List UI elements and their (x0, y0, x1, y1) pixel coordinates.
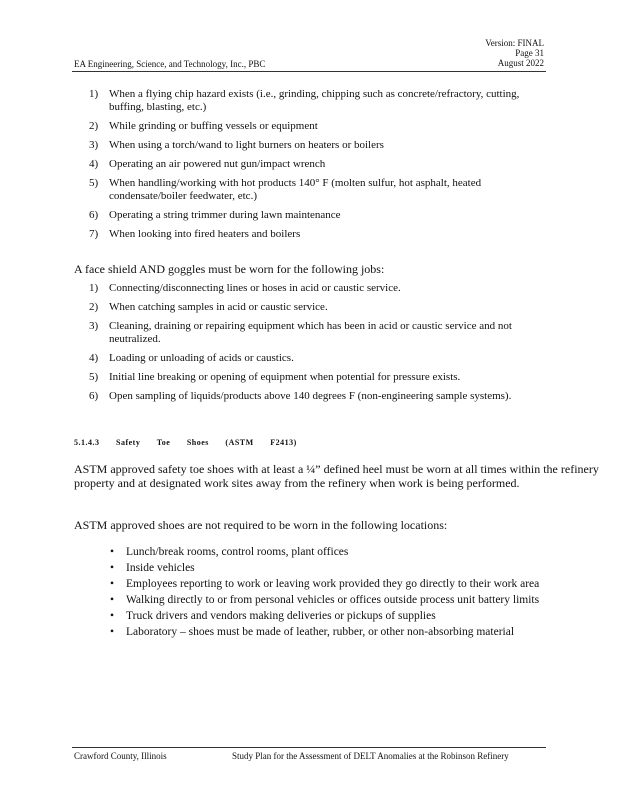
safety-shoe-paragraph: ASTM approved safety toe shoes with at least a ¼” defined heel must be worn at all times within the refinery property and at designated work sites away from the refinery when work is being performed. (74, 462, 599, 490)
exemption-list (0, 546, 596, 642)
list-item-text: Employees reporting to work or leaving work provided they go directly to their work area (126, 578, 540, 590)
footer-document-title: Study Plan for the Assessment of DELT Anomalies at the Robinson Refinery (232, 751, 509, 761)
list-item (0, 626, 596, 639)
header-date: August 2022 (497, 58, 544, 68)
list-item-number: 7) (89, 228, 99, 240)
bullet-icon: • (110, 562, 115, 574)
list-item-text: When looking into fired heaters and boilers (109, 228, 301, 240)
list-item (0, 228, 549, 241)
list-item-text: Inside vehicles (126, 562, 195, 574)
list-item-number: 6) (89, 390, 99, 402)
list-item-text: Cleaning, draining or repairing equipment which has been in acid or caustic service and not neutralized. (109, 320, 512, 345)
face-shield-list (0, 282, 549, 409)
list-item-number: 6) (89, 209, 99, 221)
list-item (0, 158, 549, 171)
list-item-text: Truck drivers and vendors making deliveries or pickups of supplies (126, 610, 436, 622)
header-company: EA Engineering, Science, and Technology, Inc., PBC (74, 59, 266, 69)
list-item (0, 301, 549, 314)
list-item-text: While grinding or buffing vessels or equipment (109, 120, 318, 132)
section-number: 5.1.4.3 (74, 438, 100, 447)
section-title-word: Safety (116, 438, 141, 447)
list-item-text: When handling/working with hot products 140° F (molten sulfur, hot asphalt, heated condensate/boiler feedwater, etc.) (109, 177, 482, 202)
list-item (0, 139, 549, 152)
header-version-block (485, 38, 544, 68)
exemption-paragraph: ASTM approved shoes are not required to be worn in the following locations: (74, 518, 448, 532)
list-item-number: 4) (89, 158, 99, 170)
header-page-number: Page 31 (515, 48, 544, 58)
list-item-text: Operating an air powered nut gun/impact wrench (109, 158, 326, 170)
flying-hazard-list (0, 88, 549, 247)
bullet-icon: • (110, 626, 115, 638)
list-item-text: When a flying chip hazard exists (i.e., grinding, chipping such as concrete/refractory, cutting, buffing, blasting, etc.) (109, 88, 520, 113)
list-item-number: 3) (89, 320, 99, 332)
list-item (0, 320, 549, 346)
list-item (0, 578, 596, 591)
bullet-icon: • (110, 610, 115, 622)
header-rule (72, 71, 546, 72)
list-item-number: 4) (89, 352, 99, 364)
list-item-text: Walking directly to or from personal vehicles or offices outside process unit battery limits (126, 594, 540, 606)
bullet-icon: • (110, 578, 115, 590)
list-item-number: 1) (89, 88, 99, 100)
header-version: Version: FINAL (485, 38, 544, 48)
list-item-number: 5) (89, 177, 99, 189)
list-item (0, 562, 596, 575)
list-item (0, 282, 549, 295)
list-item-text: When using a torch/wand to light burners on heaters or boilers (109, 139, 384, 151)
footer-rule (72, 747, 546, 748)
list-item-text: Initial line breaking or opening of equipment when potential for pressure exists. (109, 371, 461, 383)
list-item (0, 352, 549, 365)
list-item-number: 3) (89, 139, 99, 151)
list-item-number: 5) (89, 371, 99, 383)
list-item (0, 546, 596, 559)
footer-location: Crawford County, Illinois (74, 751, 167, 761)
list-item-number: 1) (89, 282, 99, 294)
list-item-text: Loading or unloading of acids or caustics. (109, 352, 294, 364)
section-title-word: Shoes (186, 438, 209, 447)
list-item (0, 88, 549, 114)
list-item-number: 2) (89, 301, 99, 313)
list-item-text: Lunch/break rooms, control rooms, plant offices (126, 546, 349, 558)
list-item (0, 610, 596, 623)
list-item (0, 390, 549, 403)
bullet-icon: • (110, 546, 115, 558)
list-item-text: Laboratory – shoes must be made of leather, rubber, or other non-absorbing material (126, 626, 515, 638)
list-item-text: Open sampling of liquids/products above 140 degrees F (non-engineering sample systems). (109, 390, 512, 402)
section-title-word: F2413) (270, 438, 297, 447)
list-item-number: 2) (89, 120, 99, 132)
list-item-text: Connecting/disconnecting lines or hoses in acid or caustic service. (109, 282, 401, 294)
list-item (0, 371, 549, 384)
list-item (0, 177, 549, 203)
list-item-text: When catching samples in acid or caustic service. (109, 301, 328, 313)
section-title-word: Toe (156, 438, 171, 447)
bullet-icon: • (110, 594, 115, 606)
section-heading (74, 438, 311, 447)
list-item (0, 209, 549, 222)
list-item (0, 594, 596, 607)
section-title-word: (ASTM (225, 438, 254, 447)
face-shield-intro: A face shield AND goggles must be worn for the following jobs: (74, 262, 385, 276)
list-item-text: Operating a string trimmer during lawn maintenance (109, 209, 341, 221)
list-item (0, 120, 549, 133)
